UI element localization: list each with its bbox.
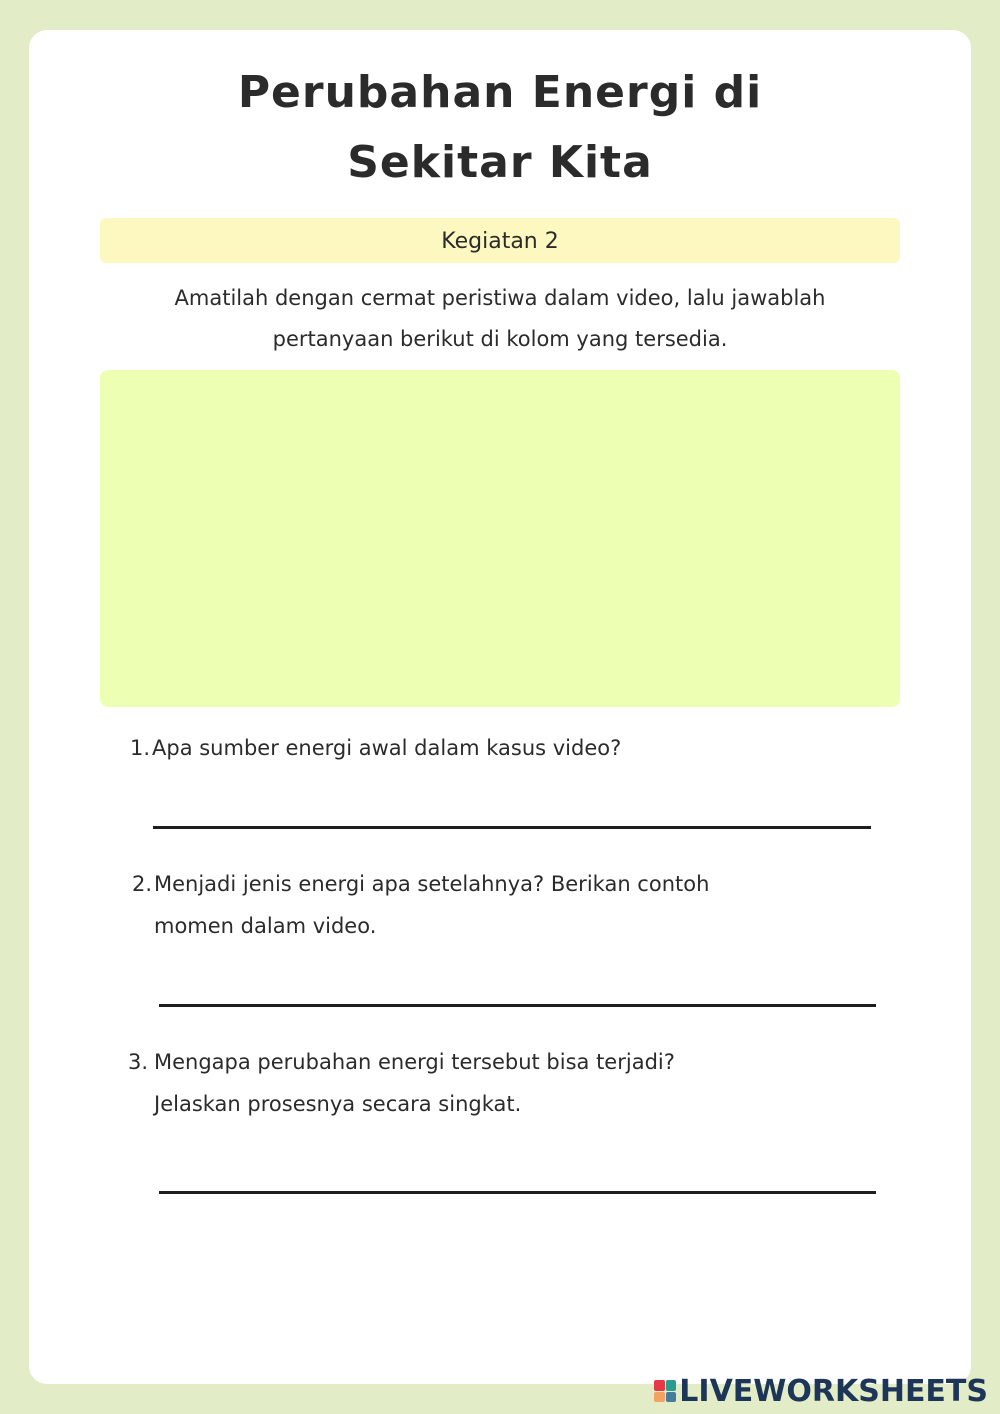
logo-square-orange	[654, 1392, 665, 1403]
question-number: 2.	[131, 872, 152, 896]
title-line-2: Sekitar Kita	[347, 137, 653, 188]
question-text	[152, 727, 912, 769]
question-text-line-2: Jelaskan prosesnya secara singkat.	[154, 1092, 522, 1116]
activity-label: Kegiatan 2	[441, 229, 559, 254]
question-text-line-1: Menjadi jenis energi apa setelahnya? Berikan contoh	[154, 872, 710, 896]
brand-name: LIVEWORKSHEETS	[679, 1373, 988, 1409]
activity-label-bar	[100, 218, 900, 263]
instruction-line-1: Amatilah dengan cermat peristiwa dalam video, lalu jawablah	[174, 286, 826, 310]
instruction-line-2: pertanyaan berikut di kolom yang tersedia.	[272, 327, 728, 351]
answer-field-3[interactable]	[159, 1191, 876, 1194]
page-title	[0, 58, 1000, 198]
question-text	[154, 1041, 914, 1125]
question-text-line-1: Mengapa perubahan energi tersebut bisa terjadi?	[154, 1050, 675, 1074]
question-number: 3.	[127, 1050, 148, 1074]
video-player-area[interactable]	[100, 370, 900, 707]
answer-field-2[interactable]	[159, 1004, 876, 1007]
instruction-text	[100, 278, 900, 360]
question-text-line-2: momen dalam video.	[154, 914, 377, 938]
answer-field-1[interactable]	[153, 826, 871, 829]
title-line-1: Perubahan Energi di	[237, 67, 763, 118]
logo-square-teal	[666, 1380, 677, 1391]
logo-square-red	[654, 1380, 665, 1391]
liveworksheets-logo-icon	[654, 1380, 676, 1402]
liveworksheets-brand[interactable]	[654, 1373, 988, 1409]
question-number: 1.	[129, 736, 150, 760]
question-text	[154, 863, 914, 947]
question-text-line-1: Apa sumber energi awal dalam kasus video?	[152, 736, 622, 760]
logo-square-blue	[666, 1392, 677, 1403]
